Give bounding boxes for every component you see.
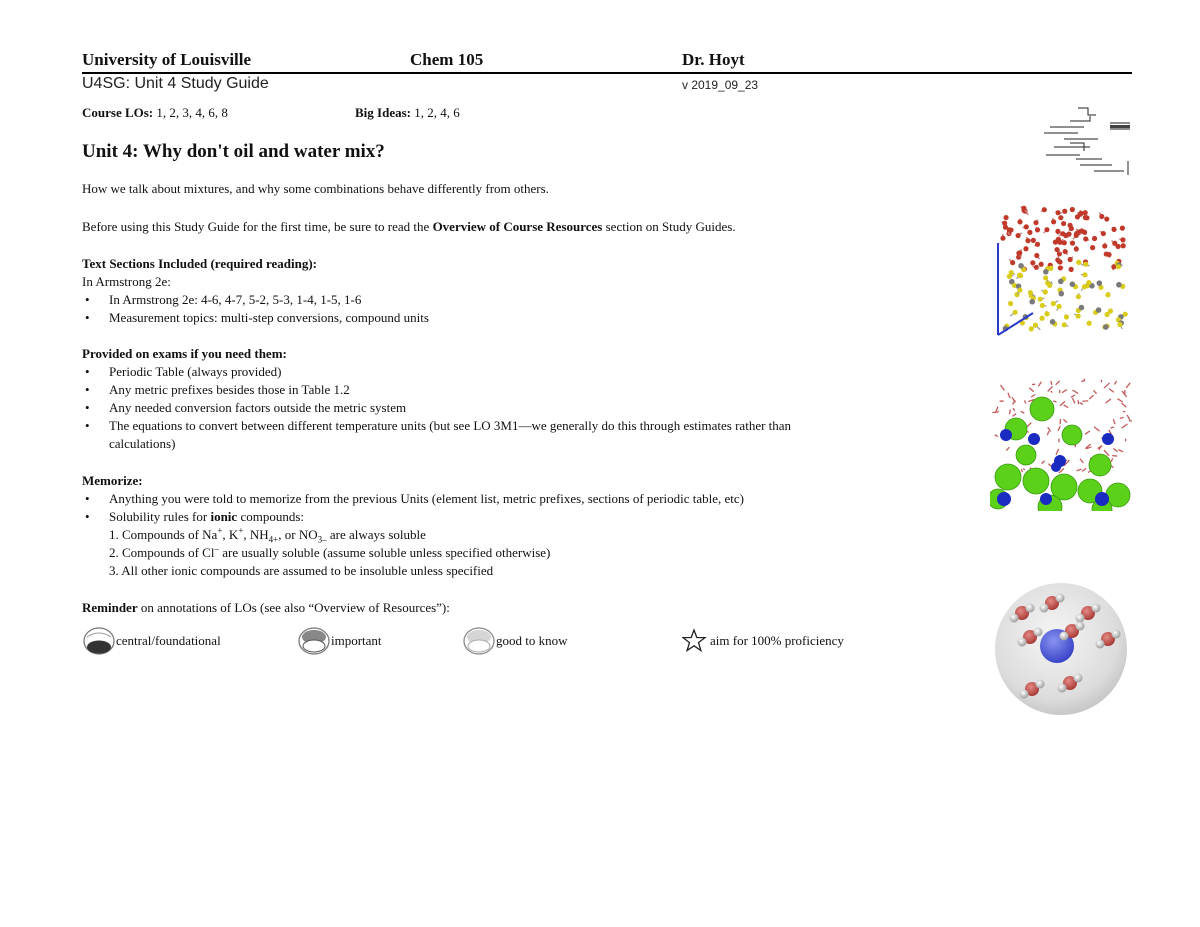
annotation-legend <box>82 626 942 656</box>
header-row <box>82 50 1132 72</box>
legend-central-label: central/foundational <box>116 633 221 648</box>
list-item <box>82 508 942 526</box>
legend-important-label: important <box>331 633 382 648</box>
ionic-word: ionic <box>210 509 238 524</box>
rule-text: , K <box>222 527 239 542</box>
memorize-heading: Memorize: <box>82 473 143 488</box>
list-item: • Any metric prefixes besides those in Table 1.2 <box>82 381 942 399</box>
big-ideas-value: 1, 2, 4, 6 <box>410 105 460 120</box>
instructor-name: Dr. Hoyt <box>682 50 745 69</box>
charge: + <box>217 525 223 536</box>
unit-title: Unit 4: Why don't oil and water mix? <box>82 141 385 162</box>
list-item: • Any needed conversion factors outside the metric system <box>82 399 942 417</box>
list-item: • Periodic Table (always provided) <box>82 363 942 381</box>
dark-dome-icon <box>82 626 116 656</box>
reminder-text: on annotations of LOs (see also “Overview of Resources”): <box>137 600 450 615</box>
solubility-post: compounds: <box>237 509 305 524</box>
rule-text: are always soluble <box>326 527 426 542</box>
before-pre: Before using this Study Guide for the first time, be sure to read the <box>82 219 433 234</box>
star-icon <box>682 628 708 654</box>
medium-dome-icon <box>297 626 331 656</box>
light-dome-icon <box>462 626 496 656</box>
solubility-pre: Solubility rules for <box>109 509 211 524</box>
big-ideas-label: Big Ideas: <box>355 105 411 120</box>
legend-aim <box>682 626 844 656</box>
header-rule <box>82 72 1132 74</box>
text-sections-heading: Text Sections Included (required reading): <box>82 256 317 271</box>
text-sections <box>82 255 942 327</box>
list-item: • Anything you were told to memorize from the previous Units (element list, metric prefixes, sections of periodic table, etc) <box>82 490 942 508</box>
solubility-rule-2 <box>82 544 942 562</box>
solubility-rule-1 <box>82 526 942 544</box>
list-item-line: calculations) <box>109 436 176 451</box>
solubility-rule-3: 3. All other ionic compounds are assumed to be insoluble unless specified <box>109 563 494 578</box>
charge: + <box>238 525 244 536</box>
salt-water-simulation-image <box>990 377 1132 511</box>
legend-central <box>82 626 221 656</box>
reminder-paragraph <box>82 600 450 616</box>
rule-text: , or NO <box>278 527 318 542</box>
intro-paragraph: How we talk about mixtures, and why some combinations behave differently from others. <box>82 181 549 196</box>
rule-text: 2. Compounds of Cl <box>109 545 215 560</box>
list-item: • In Armstrong 2e: 4-6, 4-7, 5-2, 5-3, 1-4, 1-5, 1-6 <box>82 291 942 309</box>
text-sections-lead: In Armstrong 2e: <box>82 274 171 289</box>
list-item-line: The equations to convert between different temperature units (but see LO 3M1—we generally do this through estimates rather than <box>109 418 792 433</box>
course-name: Chem 105 <box>410 50 484 69</box>
before-paragraph <box>82 219 736 235</box>
provided-heading: Provided on exams if you need them: <box>82 346 287 361</box>
legend-important <box>297 626 382 656</box>
charge: – <box>214 543 219 554</box>
course-los <box>82 105 228 121</box>
subscript: 3– <box>317 534 327 545</box>
list-item <box>82 417 942 453</box>
subscript: 4+ <box>268 534 279 545</box>
course-los-value: 1, 2, 3, 4, 6, 8 <box>153 105 228 120</box>
big-ideas <box>355 105 460 121</box>
hydrated-ion-image <box>990 583 1132 715</box>
overview-link-text: Overview of Course Resources <box>432 219 603 234</box>
subheader-row <box>82 75 1132 95</box>
university-name: University of Louisville <box>82 50 252 69</box>
before-post: section on Study Guides. <box>602 219 736 234</box>
legend-aim-label: aim for 100% proficiency <box>710 633 844 648</box>
course-los-label: Course LOs: <box>82 105 154 120</box>
rule-text: are usually soluble (assume soluble unless specified otherwise) <box>218 545 551 560</box>
provided-section <box>82 345 942 453</box>
reminder-label: Reminder <box>82 600 138 615</box>
legend-good <box>462 626 568 656</box>
memorize-section <box>82 472 942 580</box>
oil-water-simulation-image <box>995 203 1131 338</box>
rule-text: 1. Compounds of Na <box>109 527 218 542</box>
guide-subtitle: U4SG: Unit 4 Study Guide <box>82 75 269 92</box>
dendrogram-icon <box>1040 103 1132 175</box>
version-label: v 2019_09_23 <box>682 78 759 92</box>
list-item: • Measurement topics: multi-step conversions, compound units <box>82 309 942 327</box>
rule-text: , NH <box>243 527 269 542</box>
legend-good-label: good to know <box>496 633 568 648</box>
